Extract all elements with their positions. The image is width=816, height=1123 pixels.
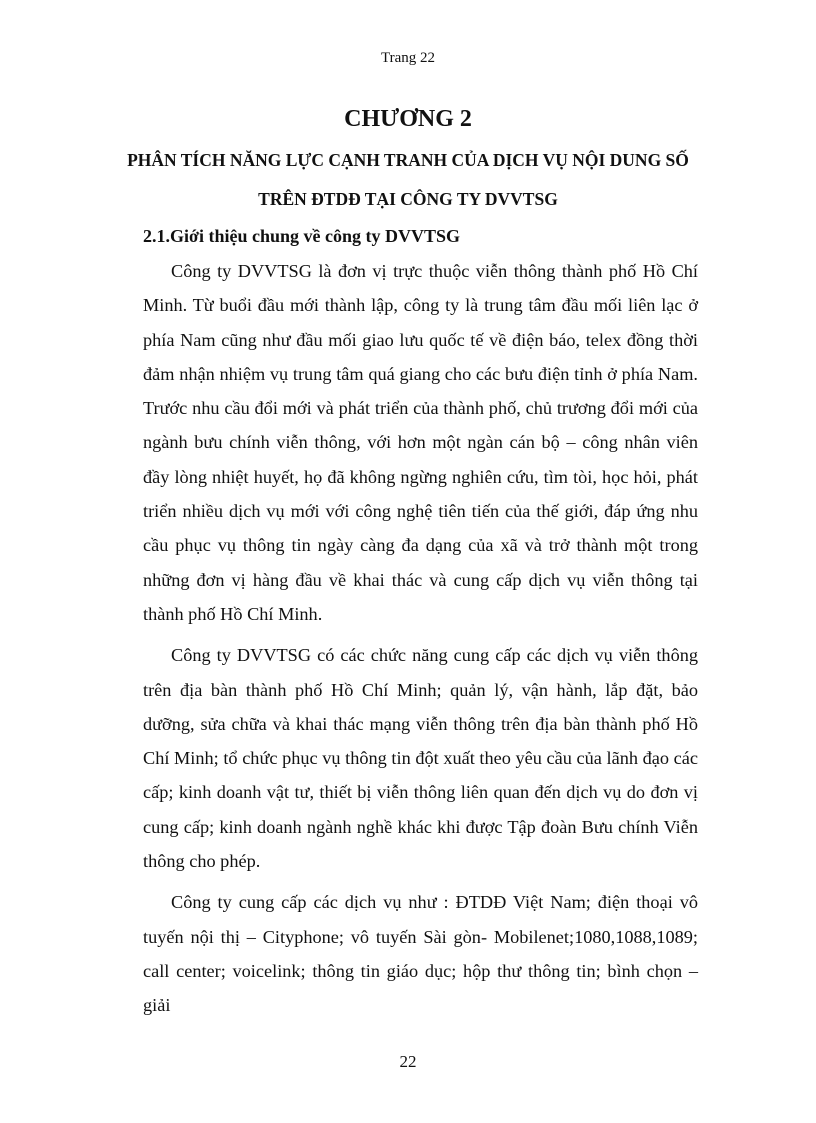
paragraph: Công ty DVVTSG là đơn vị trực thuộc viễn thông thành phố Hồ Chí Minh. Từ buổi đầu mới thành lập, công ty là trung tâm đầu mối liên lạc ở phía Nam cũng như đầu mối giao lưu quốc tế về điện báo, telex đồng thời đảm nhận nhiệm vụ trung tâm quá giang cho các bưu điện tỉnh ở phía Nam. Trước nhu cầu đổi mới và phát triển của thành phố, chủ trương đổi mới của ngành bưu chính viễn thông, với hơn một ngàn cán bộ – công nhân viên đầy lòng nhiệt huyết, họ đã không ngừng nghiên cứu, tìm tòi, học hỏi, phát triển nhiều dịch vụ mới với công nghệ tiên tiến của thế giới, đáp ứng nhu cầu phục vụ thông tin ngày càng đa dạng của xã và trở thành một trong những đơn vị hàng đầu về khai thác và cung cấp dịch vụ viễn thông tại thành phố Hồ Chí Minh. (143, 261, 698, 624)
paragraph: Công ty DVVTSG có các chức năng cung cấp các dịch vụ viễn thông trên địa bàn thành phố Hồ Chí Minh; quản lý, vận hành, lắp đặt, bảo dưỡng, sửa chữa và khai thác mạng viễn thông trên địa bàn thành phố Hồ Chí Minh; tổ chức phục vụ thông tin đột xuất theo yêu cầu của lãnh đạo các cấp; kinh doanh vật tư, thiết bị viễn thông liên quan đến dịch vụ do đơn vị cung cấp; kinh doanh ngành nghề khác khi được Tập đoàn Bưu chính Viễn thông cho phép. (143, 645, 698, 872)
chapter-label: CHƯƠNG 2 (344, 106, 472, 132)
chapter-title-line-1: PHÂN TÍCH NĂNG LỰC CẠNH TRANH CỦA DỊCH VỤ NỘI DUNG SỐ (127, 150, 689, 170)
paragraph: Công ty cung cấp các dịch vụ như : ĐTDĐ Việt Nam; điện thoại vô tuyến nội thị – Cityphone; vô tuyến Sài gòn- Mobilenet;1080,1088,1089; call center; voicelink; thông tin giáo dục; hộp thư thông tin; bình chọn – giải (143, 892, 698, 1016)
page-number: 22 (399, 1052, 417, 1071)
chapter-title-line-2: TRÊN ĐTDĐ TẠI CÔNG TY DVVTSG (258, 189, 558, 209)
page-header: Trang 22 (380, 50, 436, 66)
body-text (143, 254, 698, 1030)
section-heading: 2.1.Giới thiệu chung về công ty DVVTSG (143, 226, 460, 246)
